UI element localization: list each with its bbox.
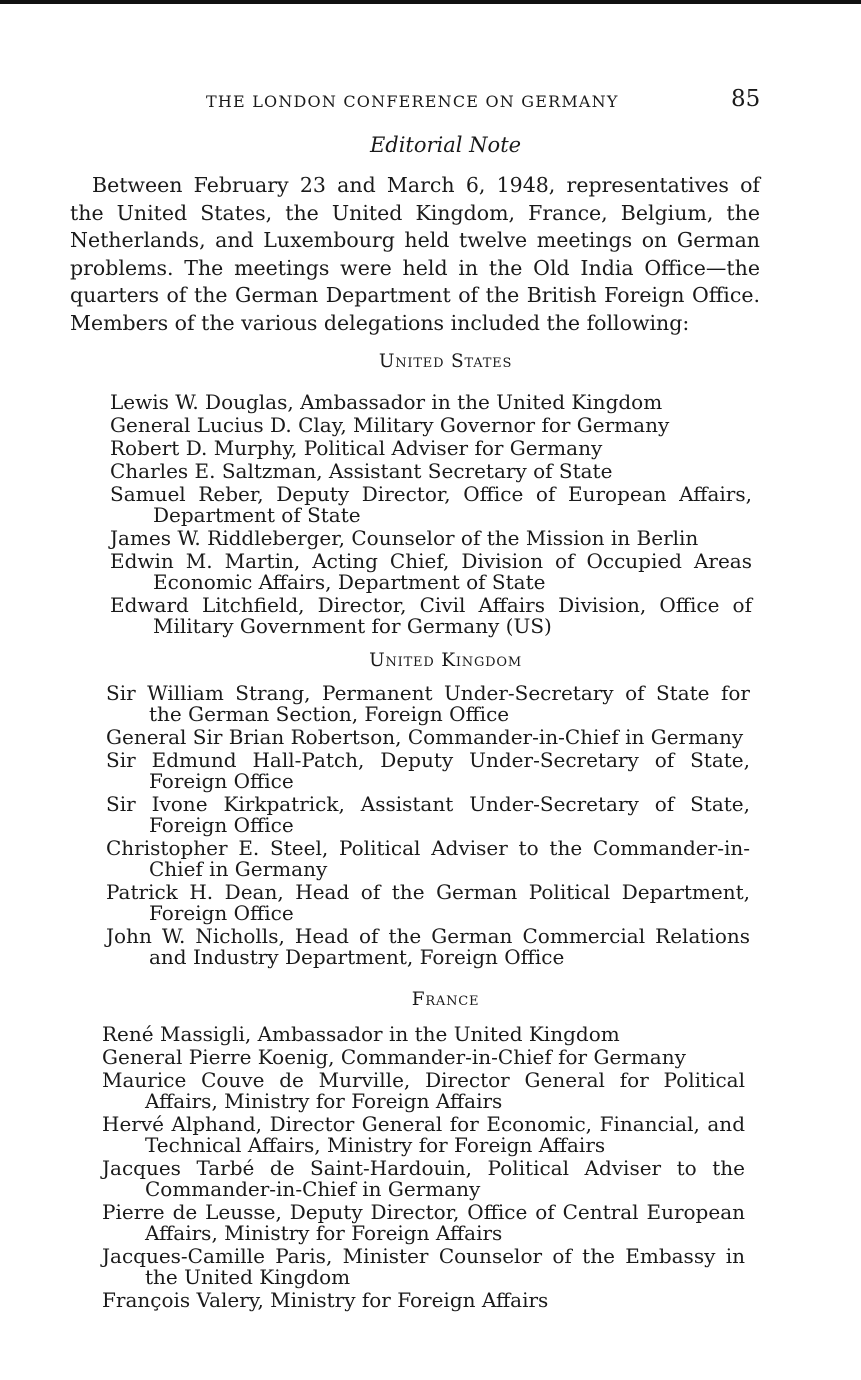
list-item: Samuel Reber, Deputy Director, Office of European Affairs, Department of State xyxy=(110,482,752,527)
member-list-france xyxy=(102,1024,745,1313)
list-item: René Massigli, Ambassador in the United Kingdom xyxy=(102,1022,620,1046)
page-header xyxy=(0,86,861,116)
page-number: 85 xyxy=(731,86,761,112)
list-item: Jacques-Camille Paris, Minister Counselor of the Embassy in the United Kingdom xyxy=(102,1244,745,1289)
list-item: Patrick H. Dean, Head of the German Political Department, Foreign Office xyxy=(106,880,750,925)
list-item: James W. Riddleberger, Counselor of the Mission in Berlin xyxy=(110,526,699,550)
list-item: Christopher E. Steel, Political Adviser to the Commander-in-Chief in Germany xyxy=(106,836,750,881)
list-item: Sir William Strang, Permanent Under-Secretary of State for the German Section, Foreign Office xyxy=(106,681,750,726)
member-list-united-kingdom xyxy=(106,683,750,970)
section-heading-united-kingdom: United Kingdom xyxy=(369,650,522,671)
list-item: General Sir Brian Robertson, Commander-in-Chief in Germany xyxy=(106,725,744,749)
intro-paragraph: Between February 23 and March 6, 1948, representatives of the United States, the United Kingdom, France, Belgium, the Netherlands, and Luxembourg held twelve meetings on German problems. The meetings were held in the Old India Office—the quarters of the German Department of the British Foreign Office. Members of the various delegations included the following: xyxy=(70,173,760,335)
list-item: Hervé Alphand, Director General for Economic, Financial, and Technical Affairs, Ministry for Foreign Affairs xyxy=(102,1112,745,1157)
list-item: Lewis W. Douglas, Ambassador in the United Kingdom xyxy=(110,390,663,414)
running-head: THE LONDON CONFERENCE ON GERMANY xyxy=(206,92,619,111)
list-item: Maurice Couve de Murville, Director General for Political Affairs, Ministry for Foreign Affairs xyxy=(102,1068,745,1113)
list-item: Charles E. Saltzman, Assistant Secretary of State xyxy=(110,459,613,483)
list-item: Jacques Tarbé de Saint-Hardouin, Political Adviser to the Commander-in-Chief in Germany xyxy=(102,1156,745,1201)
list-item: François Valery, Ministry for Foreign Affairs xyxy=(102,1288,549,1312)
list-item: John W. Nicholls, Head of the German Commercial Relations and Industry Department, Foreign Office xyxy=(106,924,750,969)
list-item: Sir Ivone Kirkpatrick, Assistant Under-Secretary of State, Foreign Office xyxy=(106,792,750,837)
list-item: General Pierre Koenig, Commander-in-Chief for Germany xyxy=(102,1045,686,1069)
list-item: Edward Litchfield, Director, Civil Affairs Division, Office of Military Government for Germany (US) xyxy=(110,593,752,638)
section-heading-united-states: United States xyxy=(378,351,513,372)
list-item: Sir Edmund Hall-Patch, Deputy Under-Secretary of State, Foreign Office xyxy=(106,748,750,793)
list-item: Edwin M. Martin, Acting Chief, Division of Occupied Areas Economic Affairs, Department of State xyxy=(110,549,752,594)
member-list-united-states xyxy=(110,392,752,639)
scan-top-edge xyxy=(0,0,861,4)
page-title: Editorial Note xyxy=(369,133,522,157)
list-item: Robert D. Murphy, Political Adviser for Germany xyxy=(110,436,603,460)
section-heading-france: France xyxy=(411,989,480,1010)
list-item: Pierre de Leusse, Deputy Director, Office of Central European Affairs, Ministry for Foreign Affairs xyxy=(102,1200,745,1245)
list-item: General Lucius D. Clay, Military Governor for Germany xyxy=(110,413,670,437)
